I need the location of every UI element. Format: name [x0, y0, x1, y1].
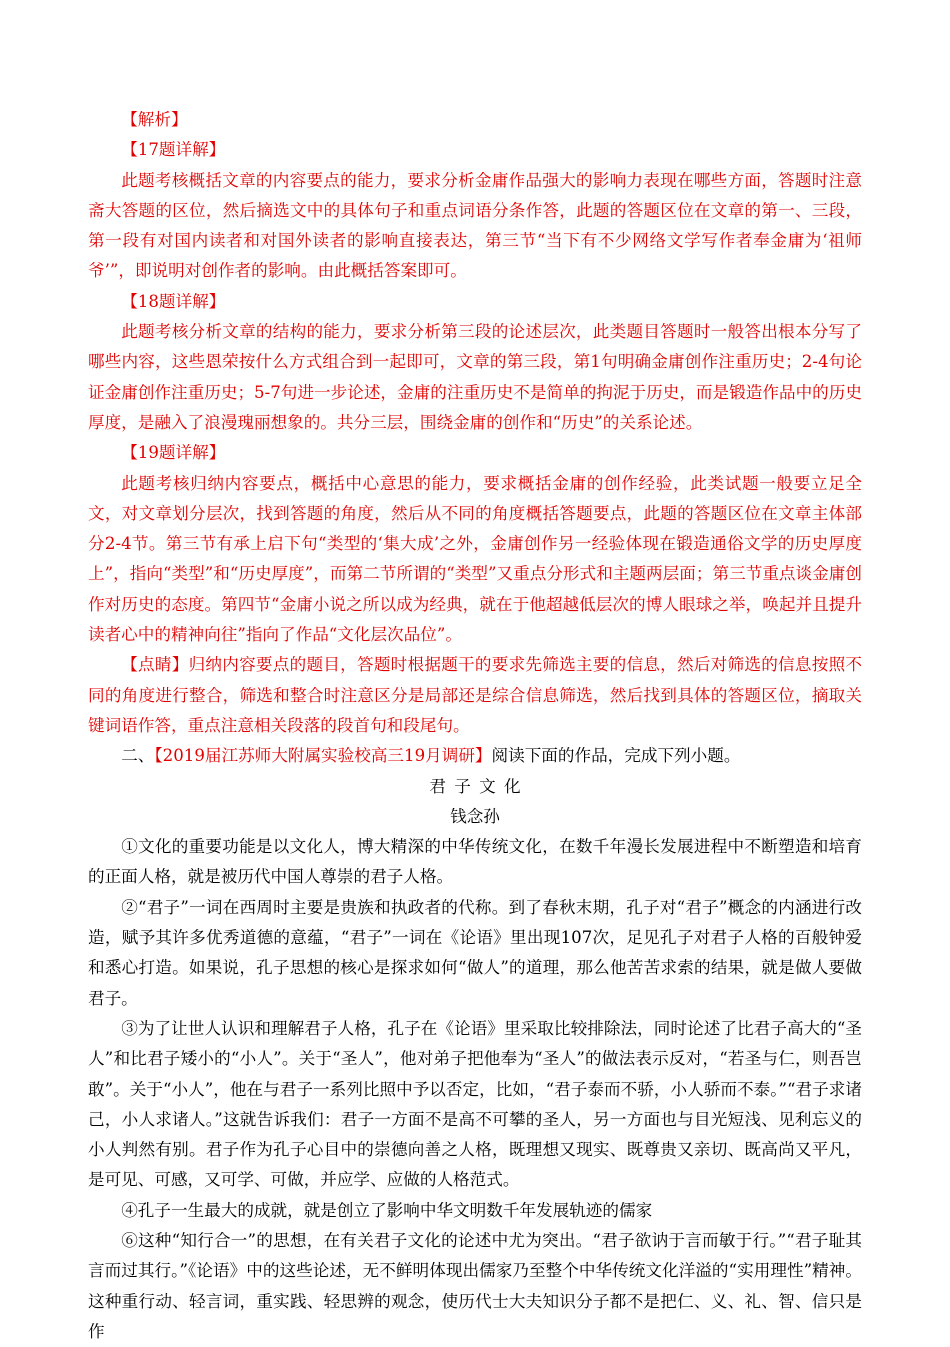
tip-paragraph: [88, 650, 862, 741]
section2-instruction: 阅读下面的作品，完成下列小题。: [491, 746, 741, 766]
q17-body: 此题考核概括文章的内容要点的能力，要求分析金庸作品强大的影响力表现在哪些方面，答题时注意斋大答题的区位，然后摘选文中的具体句子和重点词语分条作答，此题的答题区位在文章的第一、三段，第一段有对国内读者和对国外读者的影响直接表达，第三节“当下有不少网络文学写作者奉金庸为‘祖师爷’”，即说明对创作者的影响。由此概括答案即可。: [88, 170, 862, 281]
article-paragraph-2: ②“君子”一词在西周时主要是贵族和执政者的代称。到了春秋末期，孔子对“君子”概念的内涵进行改造，赋予其许多优秀道德的意蕴，“君子”一词在《论语》里出现107次，足见孔子对君子人格的百般钟爱和悉心打造。如果说，孔子思想的核心是探求如何“做人”的道理，那么他苦苦求索的结果，就是做人要做君子。: [88, 897, 862, 1008]
section2-intro: [88, 741, 862, 771]
tip-label: 【点睛】: [121, 655, 189, 675]
article-paragraph-3: ③为了让世人认识和理解君子人格，孔子在《论语》里采取比较排除法，同时论述了比君子高大的“圣人”和比君子矮小的“小人”。关于“圣人”，他对弟子把他奉为“圣人”的做法表示反对，“若圣与仁，则吾岂敢”。关于“小人”，他在与君子一系列比照中予以否定，比如，“君子泰而不骄，小人骄而不泰。”“君子求诸己，小人求诸人。”这就告诉我们：君子一方面不是高不可攀的圣人，另一方面也与目光短浅、见利忘义的小人判然有别。君子作为孔子心目中的崇德向善之人格，既理想又现实、既尊贵又亲切、既高尚又平凡，是可见、可感，又可学、可做，并应学、应做的人格范式。: [88, 1018, 862, 1190]
article-title-line: [88, 772, 862, 802]
q19-heading: 【19题详解】: [121, 443, 226, 463]
q19-body: 此题考核归纳内容要点，概括中心意思的能力，要求概括金庸的创作经验，此类试题一般要立足全文，对文章划分层次，找到答题的角度，然后从不同的角度概括答题要点，此题的答题区位在文章主体部分2-4节。第三节有承上启下句“类型的‘集大成’之外，金庸创作另一经验体现在锻造通俗文学的历史厚度上”，指向“类型”和“历史厚度”，而第二节所谓的“类型”又重点分形式和主题两层面；第三节重点谈金庸创作对历史的态度。第四节“金庸小说之所以成为经典，就在于他超越低层次的博人眼球之举，唤起并且提升读者心中的精神向往”指向了作品“文化层次品位”。: [88, 473, 862, 645]
section2-prefix: 二、: [121, 746, 155, 766]
document-body: [88, 105, 862, 1347]
article-paragraph-4: ④孔子一生最大的成就，就是创立了影响中华文明数千年发展轨迹的儒家: [121, 1200, 653, 1220]
section2-source: 【2019届江苏师大附属实验校高三19月调研】: [154, 746, 492, 766]
q18-heading: 【18题详解】: [121, 291, 226, 311]
tip-body: 归纳内容要点的题目，答题时根据题干的要求先筛选主要的信息，然后对筛选的信息按照不同的角度进行整合，筛选和整合时注意区分是局部还是综合信息筛选，然后找到具体的答题区位，摘取关键词语作答，重点注意相关段落的段首句和段尾句。: [88, 655, 863, 735]
analysis-heading: 【解析】: [121, 110, 188, 129]
article-paragraph-1: ①文化的重要功能是以文化人，博大精深的中华传统文化，在数千年漫长发展进程中不断塑造和培育的正面人格，就是被历代中国人尊崇的君子人格。: [88, 837, 862, 887]
q18-body: 此题考核分析文章的结构的能力，要求分析第三段的论述层次，此类题目答题时一般答出根本分写了哪些内容，这些恩荣按什么方式组合到一起即可，文章的第三段，第1句明确金庸创作注重历史；2-4句论证金庸创作注重历史；5-7句进一步论述，金庸的注重历史不是简单的拘泥于历史，而是锻造作品中的历史厚度，是融入了浪漫瑰丽想象的。共分三层，围绕金庸的创作和“历史”的关系论述。: [88, 322, 862, 432]
article-paragraph-6: ⑥这种“知行合一”的思想，在有关君子文化的论述中尤为突出。“君子欲讷于言而敏于行。”“君子耻其言而过其行。”《论语》中的这些论述，无不鲜明体现出儒家乃至整个中华传统文化洋溢的“实用理性”精神。这种重行动、轻言词，重实践、轻思辨的观念，使历代士大夫知识分子都不是把仁、义、礼、智、信只是作: [88, 1230, 862, 1341]
article-title: 君子文化: [429, 776, 529, 796]
article-author: 钱念孙: [450, 806, 500, 826]
q17-heading: 【17题详解】: [121, 140, 226, 160]
